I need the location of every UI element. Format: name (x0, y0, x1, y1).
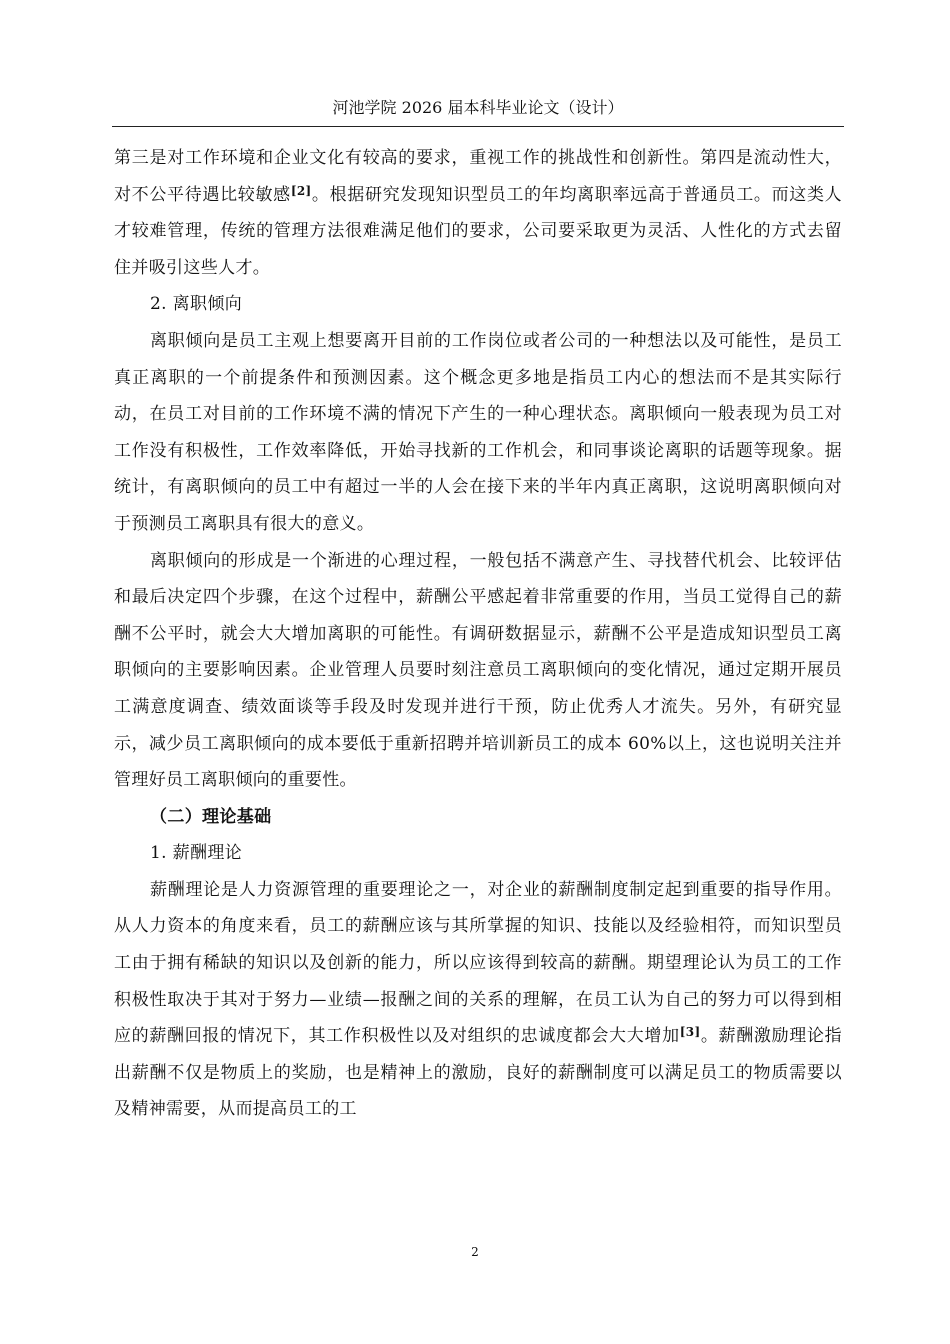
paragraph-turnover-definition: 离职倾向是员工主观上想要离开目前的工作岗位或者公司的一种想法以及可能性，是员工真正离职的一个前提条件和预测因素。这个概念更多地是指员工内心的想法而不是其实际行动，在员工对目前的工作环境不满的情况下产生的一种心理状态。离职倾向一般表现为员工对工作没有积极性，工作效率降低，开始寻找新的工作机会，和同事谈论离职的话题等现象。据统计，有离职倾向的员工中有超过一半的人会在接下来的半年内真正离职，这说明离职倾向对于预测员工离职具有很大的意义。 (114, 330, 842, 534)
citation-2: [2] (290, 183, 312, 198)
header-divider (112, 126, 844, 127)
page-number: 2 (471, 1245, 479, 1259)
subheading-turnover-intention: 2. 离职倾向 (150, 294, 243, 315)
body-text (114, 140, 842, 1128)
citation-3: [3] (679, 1025, 701, 1040)
paragraph-compensation-theory: 薪酬理论是人力资源管理的重要理论之一，对企业的薪酬制度制定起到重要的指导作用。从人力资本的角度来看，员工的薪酬应该与其所掌握的知识、技能以及经验相符，而知识型员工由于拥有稀缺的知识以及创新的能力，所以应该得到较高的薪酬。期望理论认为员工的工作积极性取决于其对于努力—业绩—报酬之间的关系的理解，在员工认为自己的努力可以得到相应的薪酬回报的情况下，其工作积极性以及对组织的忠诚度都会大大增加[3]。薪酬激励理论指出薪酬不仅是物质上的奖励，也是精神上的激励，良好的薪酬制度可以满足员工的物质需要以及精神需要，从而提高员工的工 (114, 879, 842, 1120)
paragraph-turnover-formation: 离职倾向的形成是一个渐进的心理过程，一般包括不满意产生、寻找替代机会、比较评估和最后决定四个步骤，在这个过程中，薪酬公平感起着非常重要的作用，当员工觉得自己的薪酬不公平时，就会大大增加离职的可能性。有调研数据显示，薪酬不公平是造成知识型员工离职倾向的主要影响因素。企业管理人员要时刻注意员工离职倾向的变化情况，通过定期开展员工满意度调查、绩效面谈等手段及时发现并进行干预，防止优秀人才流失。另外，有研究显示，减少员工离职倾向的成本要低于重新招聘并培训新员工的成本 60%以上，这也说明关注并管理好员工离职倾向的重要性。 (114, 550, 842, 791)
section-heading-theory: （二）理论基础 (150, 806, 272, 827)
subheading-compensation-theory: 1. 薪酬理论 (150, 843, 243, 864)
page-header: 河池学院 2026 届本科毕业论文（设计） (332, 98, 624, 117)
paragraph-continuation: 第三是对工作环境和企业文化有较高的要求，重视工作的挑战性和创新性。第四是流动性大，对不公平待遇比较敏感[2]。根据研究发现知识型员工的年均离职率远高于普通员工。而这类人才较难管理，传统的管理方法很难满足他们的要求，公司要采取更为灵活、人性化的方式去留住并吸引这些人才。 (114, 148, 843, 278)
